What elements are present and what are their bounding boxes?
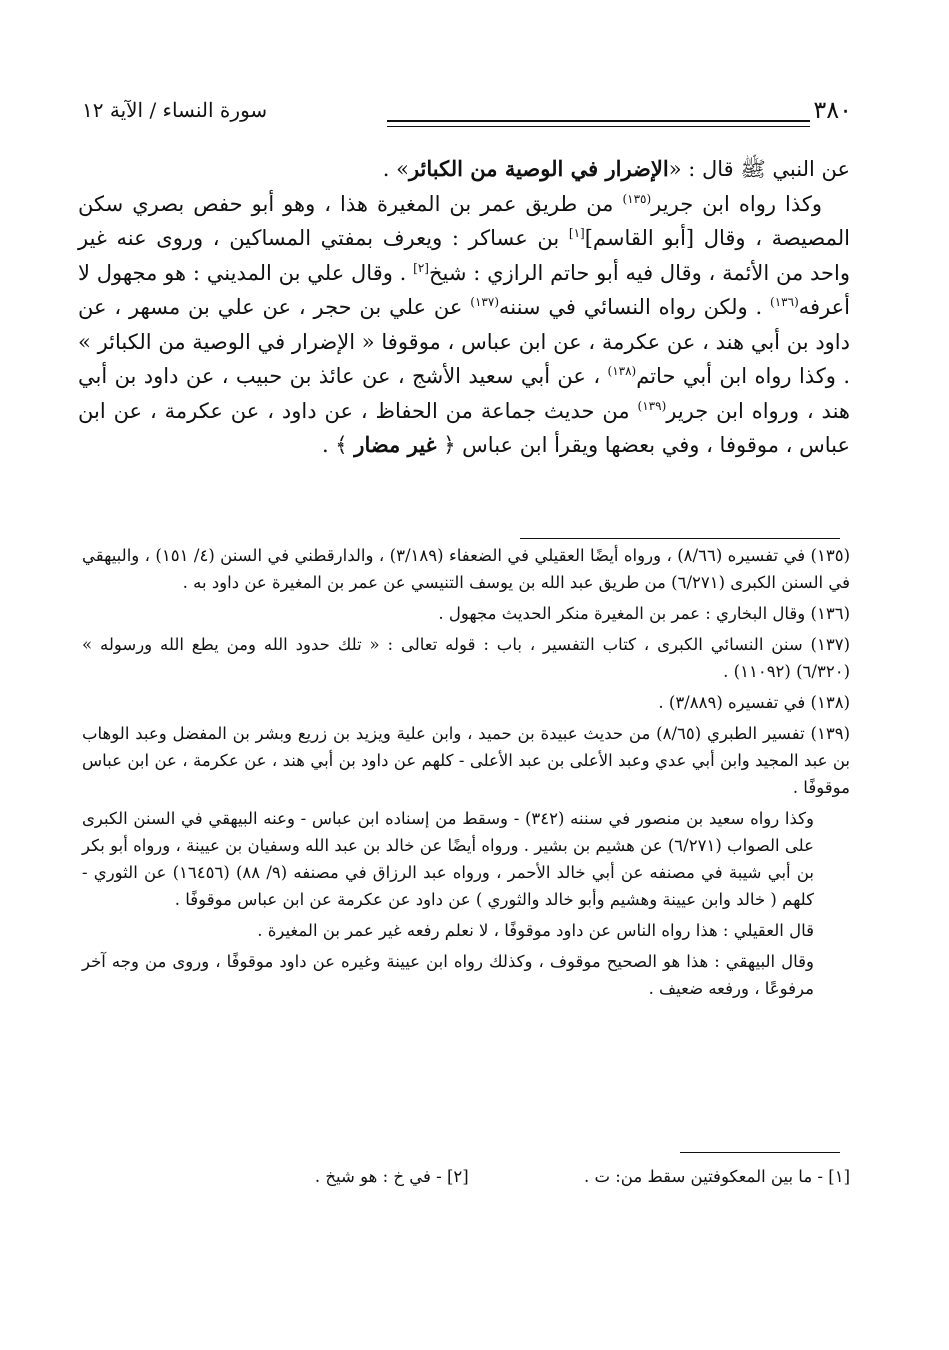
footnote: (١٣٩) تفسير الطبري (٨/٦٥) من حديث عبيدة بن حميد ، وابن علية ويزيد بن زريع وبشر بن المفضل وعبد الوهاب بن عبد المجيد وابن أبي عدي وعبد الأعلى بن عبد الأعلى - كلهم عن داود بن أبي هند ، عن عكرمة ، عن ابن عباس موقوفًا . — [82, 724, 851, 797]
hadith-quote: الإضرار في الوصية من الكبائر — [408, 156, 669, 181]
footnote-continuation: وقال البيهقي : هذا هو الصحيح موقوف ، وكذلك رواه ابن عيينة وغيره عن داود موقوفًا ، وروى من وجه آخر مرفوعًا ، ورفعه ضعيف . — [82, 952, 814, 998]
editor-note-ref: [١] — [568, 226, 585, 240]
text-span: من طريق عمر بن المغيرة هذا ، وهو أبو حفص بصري سكن المصيصة ، وقال [أبو القاسم] — [78, 191, 850, 250]
main-line-1 — [78, 152, 850, 187]
text-span: » . — [382, 157, 409, 181]
header-rule — [387, 120, 810, 122]
footnote: (١٣٧) سنن النسائي الكبرى ، كتاب التفسير ، باب : قوله تعالى : « تلك حدود الله ومن يطع الله ورسوله » (٦/٣٢٠) (١١٠٩٢) . — [82, 635, 850, 681]
footnote: (١٣٦) وقال البخاري : عمر بن المغيرة منكر الحديث مجهول . — [438, 604, 850, 623]
editor-note-1: [١] - ما بين المعكوفتين سقط من: ت . — [583, 1167, 850, 1186]
page-header — [82, 96, 852, 136]
editor-notes-separator — [680, 1152, 840, 1153]
text-span: عن علي بن حجر ، عن علي بن مسهر ، عن داود بن أبي هند ، عن عكرمة ، عن ابن عباس ، موقوفا « الإضرار في الوصية من الكبائر » . وكذا رواه ابن أبي حاتم — [78, 295, 851, 388]
text-span: . ولكن رواه النسائي في سننه — [499, 295, 771, 319]
text-span: من حديث جماعة من الحفاظ ، عن داود ، عن عكرمة ، عن ابن عباس ، موقوفا ، وفي بعضها ويقرأ ابن عباس ﴿ — [78, 398, 850, 457]
footnote-ref: (١٣٩) — [637, 398, 667, 413]
running-title: سورة النساء / الآية ١٢ — [82, 98, 268, 122]
footnote: (١٣٨) في تفسيره (٣/٨٨٩) . — [658, 693, 850, 712]
quran-quote: غير مضار — [354, 432, 437, 457]
editor-note-2: [٢] - في خ : هو شيخ . — [314, 1167, 469, 1186]
footnote-ref: (١٣٨) — [607, 364, 637, 378]
text-span: وكذا رواه ابن جرير — [651, 191, 822, 216]
editor-notes — [200, 1164, 850, 1190]
main-paragraph — [78, 187, 850, 463]
page-number: ٣٨٠ — [813, 96, 852, 124]
footnote-continuation: وكذا رواه سعيد بن منصور في سننه (٣٤٢) - وسقط من إسناده ابن عباس - وعنه البيهقي في السنن الكبرى على الصواب (٦/٢٧١) عن هشيم بن بشير . ورواه أيضًا عن خالد بن عبد الله وسفيان بن عيينة ، ورواه أبو بكر بن أبي شيبة في مصنفه عن أبي خالد الأحمر ، ورواه عبد الرزاق في مصنفه (٩/ ٨٨) (١٦٤٥٦) عن الثوري - كلهم ( خالد وابن عيينة وهشيم وأبو خالد والثوري ) عن داود عن عكرمة عن ابن عباس موقوفًا . — [82, 809, 814, 909]
footnote-ref: (١٣٦) — [770, 295, 799, 309]
text-span: ﴾ . — [321, 433, 355, 457]
footnote-ref: (١٣٥) — [622, 191, 652, 206]
footnote-separator — [520, 538, 840, 539]
header-rule-thin — [387, 126, 810, 127]
main-text — [78, 152, 850, 463]
editor-note-ref: [٢] — [413, 260, 429, 275]
text-span: بن عساكر : ويعرف بمفتي المساكين ، وروى عنه غير واحد من الأئمة ، وقال فيه أبو حاتم الرازي : شيخ — [78, 226, 850, 285]
text-span: . وقال علي بن المديني : هو مجهول لا أعرفه — [78, 260, 851, 319]
text-span: ، عن أبي سعيد الأشج ، عن عائذ بن حبيب ، عن داود بن أبي هند ، ورواه ابن جرير — [78, 364, 850, 423]
footnote-continuation: قال العقيلي : هذا رواه الناس عن داود موقوفًا ، لا نعلم رفعه غير عمر بن المغيرة . — [257, 921, 814, 940]
footnote-ref: (١٣٧) — [470, 295, 499, 309]
text-span: عن النبي ﷺ قال : « — [668, 157, 850, 181]
footnote: (١٣٥) في تفسيره (٨/٦٦) ، ورواه أيضًا العقيلي في الضعفاء (٣/١٨٩) ، والدارقطني في السنن (٤/ ١٥١) ، والبيهقي في السنن الكبرى (٦/٢٧١) من طريق عبد الله بن يوسف التنيسي عن عمر بن المغيرة عن داود به . — [82, 546, 851, 592]
footnotes — [82, 542, 850, 1006]
